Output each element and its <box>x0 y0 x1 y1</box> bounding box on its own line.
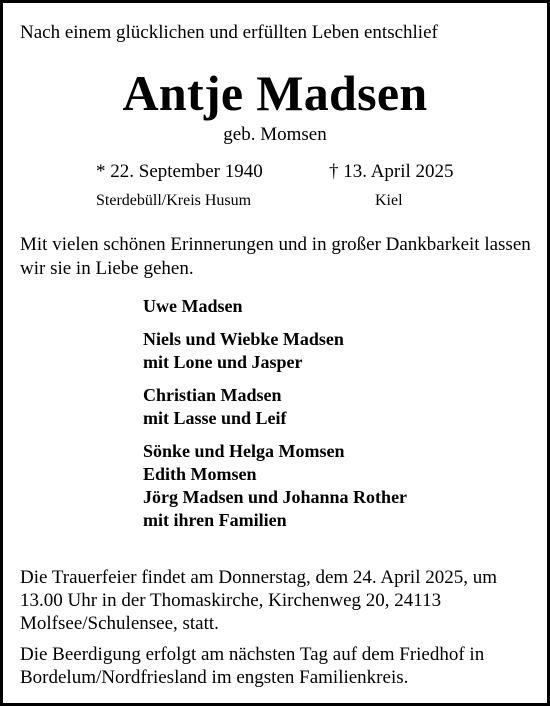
birth-name: geb. Momsen <box>223 124 327 145</box>
deceased-name: Antje Madsen <box>122 65 428 121</box>
intro-text: Nach einem glücklichen und erfüllten Leben entschlief <box>20 22 438 43</box>
family-line: mit Lasse und Leif <box>143 408 287 428</box>
family-line: mit Lone und Jasper <box>143 352 303 372</box>
death-date: † 13. April 2025 <box>329 161 454 182</box>
birth-date: * 22. September 1940 <box>96 161 263 182</box>
burial-info: Die Beerdigung erfolgt am nächsten Tag auf dem Friedhof in Bordelum/Nordfriesland im engsten Familienkreis. <box>20 644 485 688</box>
death-place: Kiel <box>375 192 403 209</box>
family-group <box>143 328 407 374</box>
farewell-message: Mit vielen schönen Erinnerungen und in großer Dankbarkeit lassen wir sie in Liebe gehen. <box>20 234 531 279</box>
family-group <box>143 440 407 532</box>
family-line: Edith Momsen <box>143 464 257 484</box>
family-line: Uwe Madsen <box>143 296 243 316</box>
birth-place: Sterdebüll/Kreis Husum <box>96 192 252 209</box>
family-line: Christian Madsen <box>143 385 282 405</box>
family-line: Niels und Wiebke Madsen <box>143 329 344 349</box>
family-line: Jörg Madsen und Johanna Rother <box>143 487 408 507</box>
family-list <box>143 295 407 542</box>
family-group <box>143 384 407 430</box>
funeral-info: Die Trauerfeier findet am Donnerstag, dem 24. April 2025, um 13.00 Uhr in der Thomaskirche, Kirchenweg 20, 24113 Molfsee/Schulensee, statt. <box>20 567 498 634</box>
family-line: mit ihren Familien <box>143 510 287 530</box>
family-group <box>143 295 407 318</box>
family-line: Sönke und Helga Momsen <box>143 441 345 461</box>
